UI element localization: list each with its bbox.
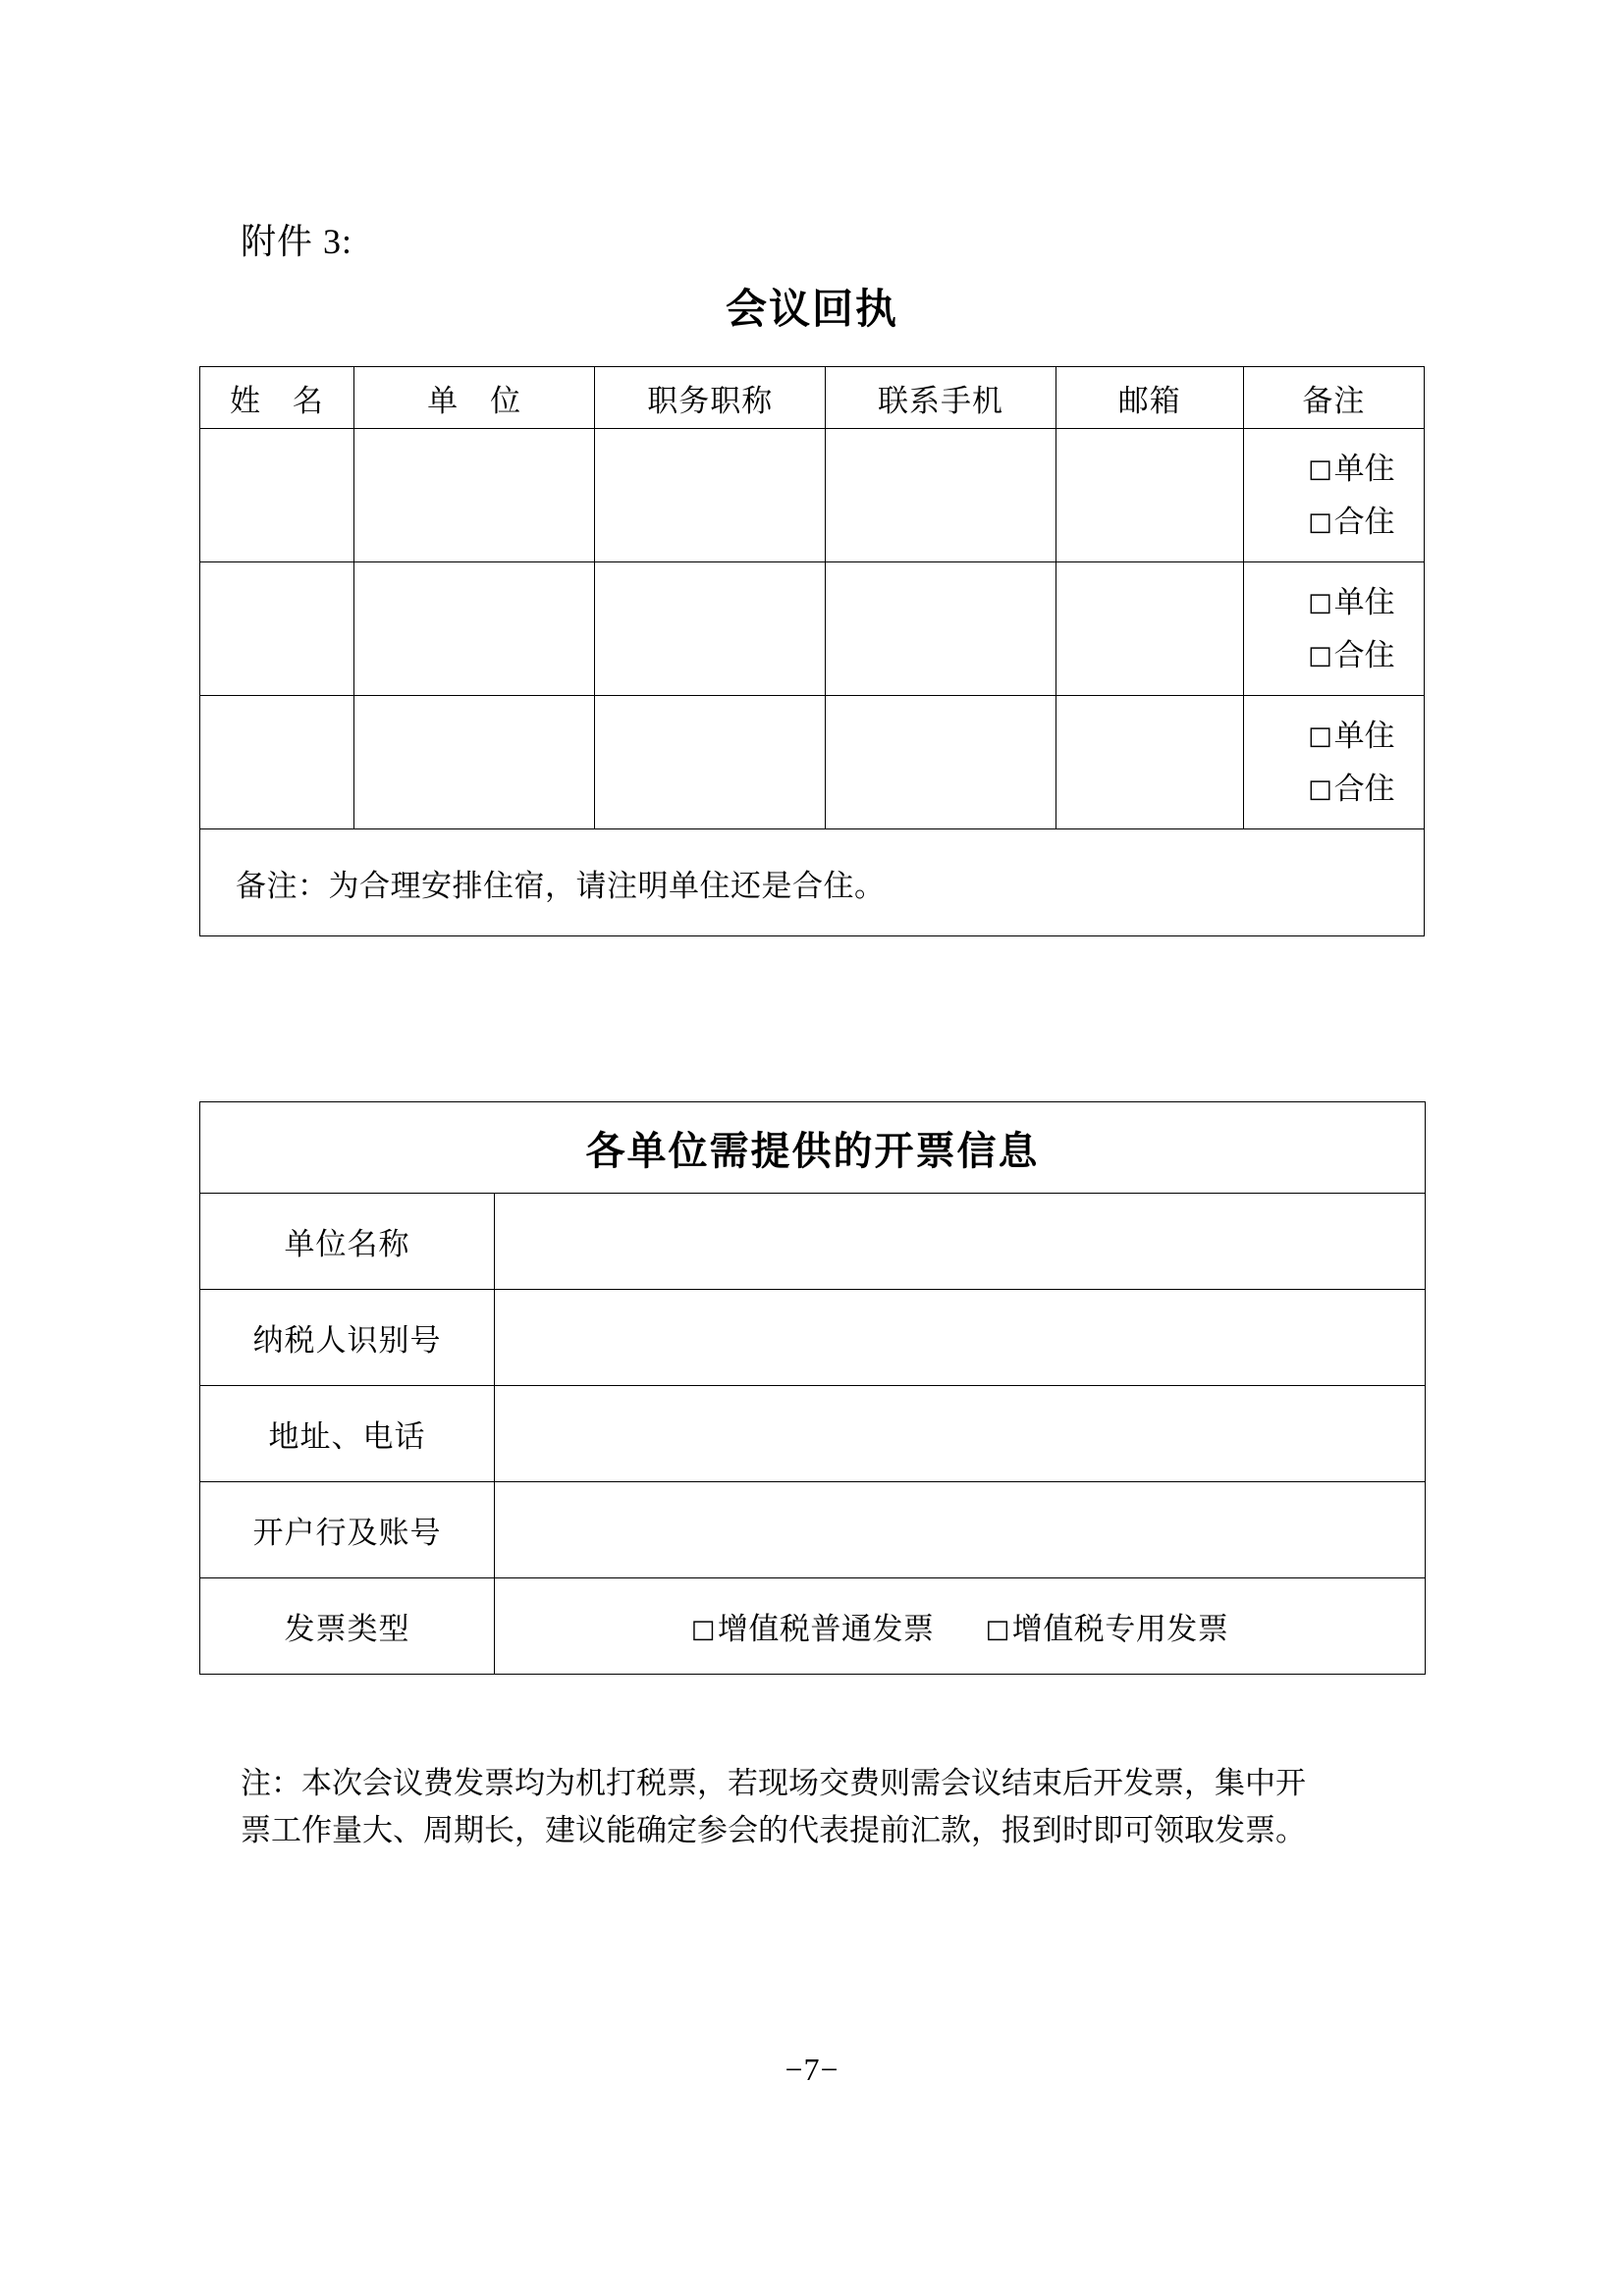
cell-phone[interactable] xyxy=(826,696,1056,829)
column-header-phone: 联系手机 xyxy=(826,367,1056,429)
checkbox-empty-icon: □ xyxy=(1308,640,1332,670)
row-value-company-name[interactable] xyxy=(495,1194,1426,1290)
cell-unit[interactable] xyxy=(353,429,595,562)
cell-phone[interactable] xyxy=(826,562,1056,696)
checkbox-option-single-room[interactable] xyxy=(1308,452,1395,486)
invoice-info-table xyxy=(199,1101,1426,1675)
cell-email[interactable] xyxy=(1056,429,1243,562)
checkbox-empty-icon: □ xyxy=(690,1615,716,1644)
cell-remark xyxy=(1243,562,1424,696)
row-label-address-phone: 地址、电话 xyxy=(200,1386,495,1482)
checkbox-label: 单住 xyxy=(1333,585,1395,620)
cell-remark xyxy=(1243,429,1424,562)
checkbox-empty-icon: □ xyxy=(1308,507,1332,537)
cell-phone[interactable] xyxy=(826,429,1056,562)
row-value-invoice-type xyxy=(495,1578,1426,1675)
checkbox-option-general-vat-invoice[interactable] xyxy=(691,1612,935,1646)
column-header-remark: 备注 xyxy=(1243,367,1424,429)
checkbox-option-single-room[interactable] xyxy=(1308,585,1395,619)
column-header-name: 姓 名 xyxy=(200,367,354,429)
column-header-email: 邮箱 xyxy=(1056,367,1243,429)
row-value-address-phone[interactable] xyxy=(495,1386,1426,1482)
checkbox-label: 单住 xyxy=(1333,452,1395,487)
checkbox-empty-icon: □ xyxy=(1308,774,1332,804)
checkbox-label: 合住 xyxy=(1333,637,1395,672)
cell-remark xyxy=(1243,696,1424,829)
row-value-taxpayer-id[interactable] xyxy=(495,1290,1426,1386)
checkbox-empty-icon: □ xyxy=(985,1615,1010,1644)
table-row xyxy=(200,1386,1426,1482)
checkbox-empty-icon: □ xyxy=(1308,721,1332,752)
row-label-invoice-type: 发票类型 xyxy=(200,1578,495,1675)
checkbox-label: 单住 xyxy=(1333,719,1395,754)
table-row xyxy=(200,429,1425,562)
table-row xyxy=(200,1482,1426,1578)
page-title: 会议回执 xyxy=(725,285,898,333)
table-row xyxy=(200,1290,1426,1386)
invoice-footnote xyxy=(241,1760,1399,1854)
cell-unit[interactable] xyxy=(353,562,595,696)
cell-position[interactable] xyxy=(595,696,826,829)
page-number: −7− xyxy=(785,2052,839,2087)
footnote-line-2: 票工作量大、周期长，建议能确定参会的代表提前汇款，报到时即可领取发票。 xyxy=(241,1813,1306,1848)
cell-name[interactable] xyxy=(200,429,354,562)
checkbox-label: 增值税普通发票 xyxy=(717,1612,935,1646)
row-value-bank-account[interactable] xyxy=(495,1482,1426,1578)
table-row xyxy=(200,1578,1426,1675)
column-header-unit: 单 位 xyxy=(353,367,595,429)
table-row xyxy=(200,562,1425,696)
receipt-table-footer-note: 备注：为合理安排住宿，请注明单住还是合住。 xyxy=(200,829,1425,936)
checkbox-option-shared-room[interactable] xyxy=(1308,772,1395,806)
cell-email[interactable] xyxy=(1056,562,1243,696)
cell-email[interactable] xyxy=(1056,696,1243,829)
cell-unit[interactable] xyxy=(353,696,595,829)
checkbox-option-single-room[interactable] xyxy=(1308,719,1395,753)
checkbox-option-shared-room[interactable] xyxy=(1308,505,1395,539)
cell-name[interactable] xyxy=(200,562,354,696)
checkbox-option-shared-room[interactable] xyxy=(1308,638,1395,672)
invoice-title-row xyxy=(200,1102,1426,1194)
cell-position[interactable] xyxy=(595,562,826,696)
table-row xyxy=(200,1194,1426,1290)
footnote-line-1: 注：本次会议费发票均为机打税票，若现场交费则需会议结束后开发票，集中开 xyxy=(241,1766,1306,1800)
table-row xyxy=(200,696,1425,829)
row-label-taxpayer-id: 纳税人识别号 xyxy=(200,1290,495,1386)
attachment-label: 附件 3: xyxy=(241,222,353,261)
cell-position[interactable] xyxy=(595,429,826,562)
column-header-position: 职务职称 xyxy=(595,367,826,429)
table-header-row xyxy=(200,367,1425,429)
meeting-receipt-table xyxy=(199,366,1425,936)
checkbox-empty-icon: □ xyxy=(1308,588,1332,618)
invoice-type-option-group xyxy=(670,1604,1250,1648)
cell-name[interactable] xyxy=(200,696,354,829)
checkbox-label: 合住 xyxy=(1333,771,1395,806)
checkbox-empty-icon: □ xyxy=(1308,454,1332,485)
row-label-company-name: 单位名称 xyxy=(200,1194,495,1290)
invoice-table-title: 各单位需提供的开票信息 xyxy=(200,1102,1426,1194)
checkbox-option-special-vat-invoice[interactable] xyxy=(986,1612,1229,1646)
checkbox-label: 增值税专用发票 xyxy=(1011,1612,1229,1646)
row-label-bank-account: 开户行及账号 xyxy=(200,1482,495,1578)
checkbox-label: 合住 xyxy=(1333,504,1395,539)
table-footer-note-row xyxy=(200,829,1425,936)
